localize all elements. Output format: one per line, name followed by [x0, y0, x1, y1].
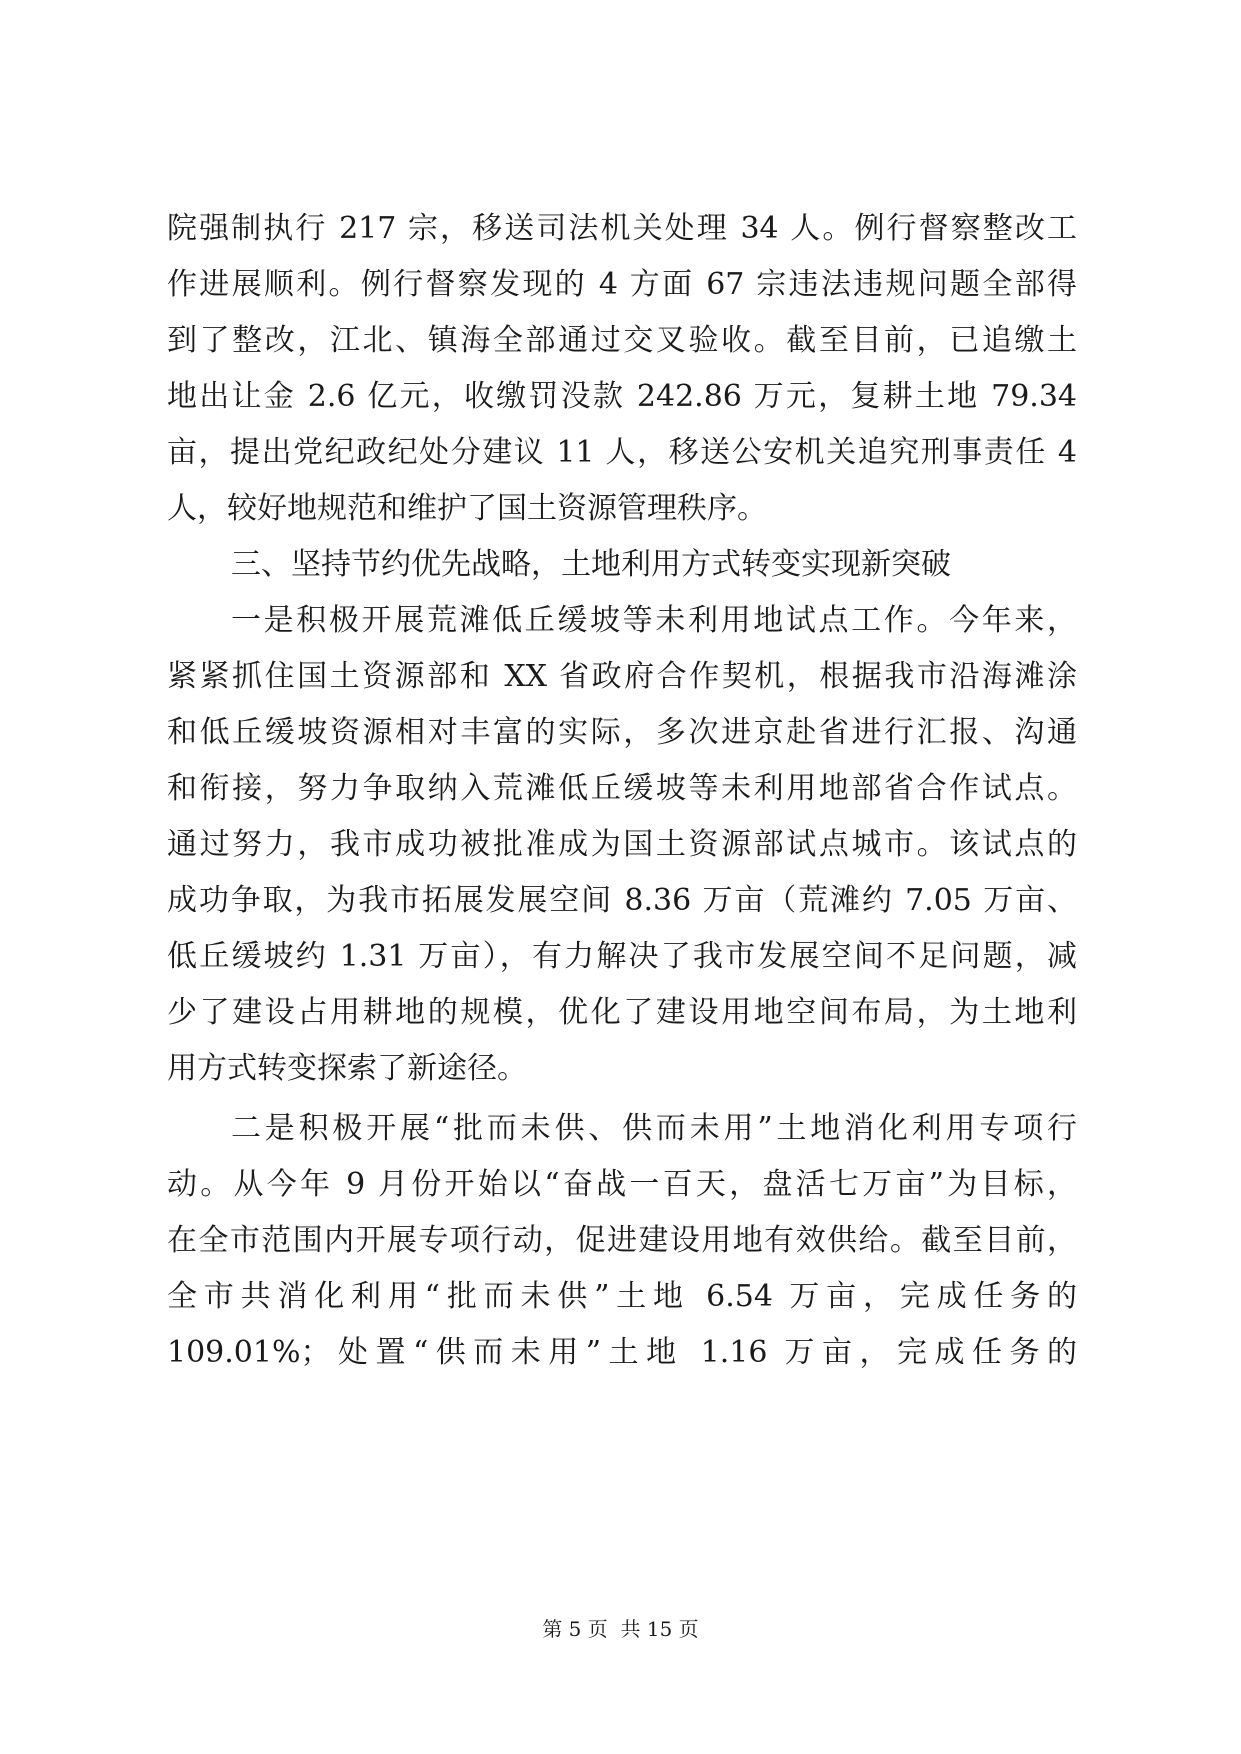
text-line: 通过努力，我市成功被批准成为国土资源部试点城市。该试点的: [167, 827, 1077, 862]
text-line: 低丘缓坡约 1.31 万亩），有力解决了我市发展空间不足问题，减: [167, 939, 1077, 974]
text-line: 紧紧抓住国土资源部和 XX 省政府合作契机，根据我市沿海滩涂: [167, 659, 1077, 694]
text-line: 成功争取，为我市拓展发展空间 8.36 万亩（荒滩约 7.05 万亩、: [167, 883, 1077, 918]
text-line: 作进展顺利。例行督察发现的 4 方面 67 宗违法违规问题全部得: [167, 267, 1077, 302]
text-line: 人，较好地规范和维护了国土资源管理秩序。: [167, 491, 767, 526]
page-footer: [0, 1614, 1241, 1644]
text-line: 和低丘缓坡资源相对丰富的实际，多次进京赴省进行汇报、沟通: [167, 715, 1077, 750]
text-line: 少了建设占用耕地的规模，优化了建设用地空间布局，为土地利: [167, 995, 1077, 1030]
text-line: 全市共消化利用“批而未供”土地 6.54 万亩，完成任务的: [167, 1279, 1077, 1314]
text-line: 亩，提出党纪政纪处分建议 11 人，移送公安机关追究刑事责任 4: [167, 435, 1077, 470]
text-line: 到了整改，江北、镇海全部通过交叉验收。截至目前，已追缴土: [167, 323, 1077, 358]
text-line: 地出让金 2.6 亿元，收缴罚没款 242.86 万元，复耕土地 79.34: [167, 379, 1077, 414]
page-number-label: 第 5 页 共 15 页: [542, 1617, 699, 1641]
text-line: 动。从今年 9 月份开始以“奋战一百天，盘活七万亩”为目标，: [167, 1167, 1077, 1202]
text-line: 院强制执行 217 宗，移送司法机关处理 34 人。例行督察整改工: [167, 211, 1077, 246]
text-line: 109.01%；处置“供而未用”土地 1.16 万亩，完成任务的: [167, 1335, 1077, 1370]
text-line: 二是积极开展“批而未供、供而未用”土地消化利用专项行: [231, 1111, 1077, 1146]
text-line: 在全市范围内开展专项行动，促进建设用地有效供给。截至目前，: [167, 1223, 1077, 1258]
section-heading: 三、坚持节约优先战略，土地利用方式转变实现新突破: [231, 547, 951, 582]
text-line: 用方式转变探索了新途径。: [167, 1051, 527, 1086]
text-line: 一是积极开展荒滩低丘缓坡等未利用地试点工作。今年来，: [231, 603, 1077, 638]
text-line: 和衔接，努力争取纳入荒滩低丘缓坡等未利用地部省合作试点。: [167, 771, 1077, 806]
